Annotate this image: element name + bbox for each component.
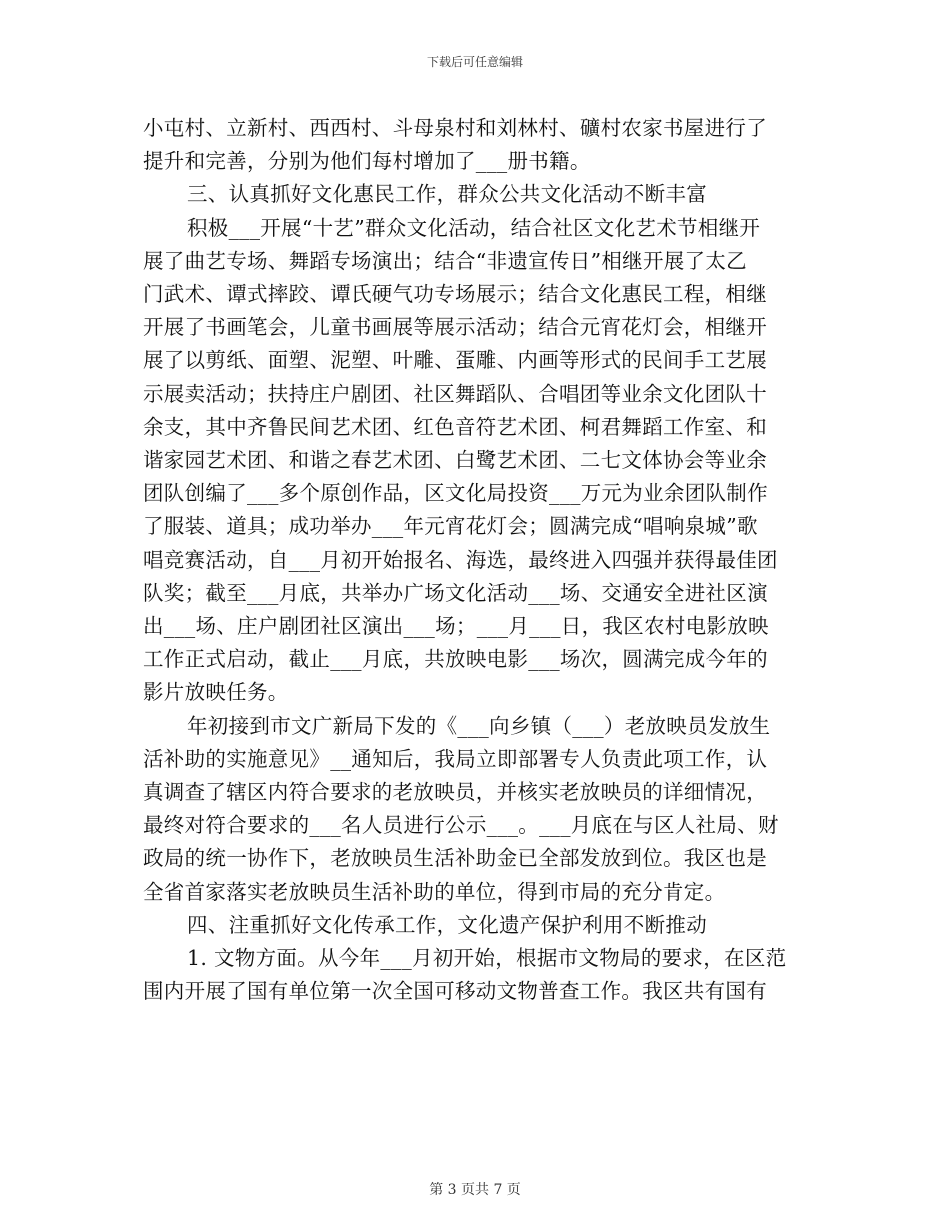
text-line: 政局的统一协作下，老放映员生活补助金已全部发放到位。我区也是 — [143, 846, 767, 871]
text-line: 队奖；截至___月底，共举办广场文化活动___场、交通安全进社区演 — [143, 580, 768, 605]
paragraph-2 — [143, 212, 798, 710]
text-line: 门武术、谭式摔跤、谭氏硬气功专场展示；结合文化惠民工程，相继 — [143, 282, 767, 307]
text-line: 展了以剪纸、面塑、泥塑、叶雕、蛋雕、内画等形式的民间手工艺展 — [143, 348, 767, 373]
paragraph-4 — [143, 942, 798, 1008]
paragraph-1 — [143, 112, 798, 178]
text-line: 团队创编了___多个原创作品，区文化局投资___万元为业余团队制作 — [143, 481, 768, 506]
text-line: 工作正式启动，截止___月底，共放映电影___场次，圆满完成今年的 — [143, 647, 768, 672]
paragraph-3 — [143, 710, 798, 909]
page-header: 下载后可任意编辑 — [426, 55, 523, 69]
heading-line: 四、注重抓好文化传承工作，文化遗产保护利用不断推动 — [187, 912, 707, 937]
text-line: 真调查了辖区内符合要求的老放映员，并核实老放映员的详细情况， — [143, 780, 767, 805]
text-line: 余支，其中齐鲁民间艺术团、红色音符艺术团、柯君舞蹈工作室、和 — [143, 414, 767, 439]
text-line: 围内开展了国有单位第一次全国可移动文物普查工作。我区共有国有 — [143, 979, 767, 1004]
text-line: 示展卖活动；扶持庄户剧团、社区舞蹈队、合唱团等业余文化团队十 — [143, 381, 767, 406]
page-footer: 第 3 页共 7 页 — [429, 1182, 521, 1198]
text-line: 唱竞赛活动，自___月初开始报名、海选，最终进入四强并获得最佳团 — [143, 547, 778, 572]
text-line: 了服装、道具；成功举办___年元宵花灯会；圆满完成“唱响泉城”歌 — [143, 514, 758, 539]
text-line: 影片放映任务。 — [143, 680, 289, 705]
text-line: 1. 文物方面。从今年___月初开始，根据市文物局的要求，在区范 — [187, 946, 787, 971]
text-line: 最终对符合要求的___名人员进行公示___。___月底在与区人社局、财 — [143, 813, 779, 838]
text-line: 活补助的实施意见》__通知后，我局立即部署专人负责此项工作，认 — [143, 746, 768, 771]
text-line: 年初接到市文广新局下发的《___向乡镇（___）老放映员发放生 — [187, 713, 771, 738]
text-line: 出___场、庄户剧团社区演出___场；___月___日，我区农村电影放映 — [143, 614, 769, 639]
text-line: 展了曲艺专场、舞蹈专场演出；结合“非遗宣传日”相继开展了太乙 — [143, 248, 747, 273]
text-line: 小屯村、立新村、西西村、斗母泉村和刘林村、礦村农家书屋进行了 — [143, 116, 767, 140]
heading-line: 三、认真抓好文化惠民工作，群众公共文化活动不断丰富 — [187, 182, 707, 207]
text-line: 积极___开展“十艺”群众文化活动，结合社区文化艺术节相继开 — [187, 215, 761, 240]
section-heading-4 — [143, 909, 798, 942]
text-line: 全省首家落实老放映员生活补助的单位，得到市局的充分肯定。 — [143, 879, 726, 904]
section-heading-3 — [143, 178, 798, 211]
text-line: 谐家园艺术团、和谐之春艺术团、白鹭艺术团、二七文体协会等业余 — [143, 448, 767, 473]
text-line: 提升和完善，分别为他们每村增加了___册书籍。 — [143, 149, 591, 174]
text-line: 开展了书画笔会，儿童书画展等展示活动；结合元宵花灯会，相继开 — [143, 315, 767, 340]
document-body — [143, 112, 798, 1008]
